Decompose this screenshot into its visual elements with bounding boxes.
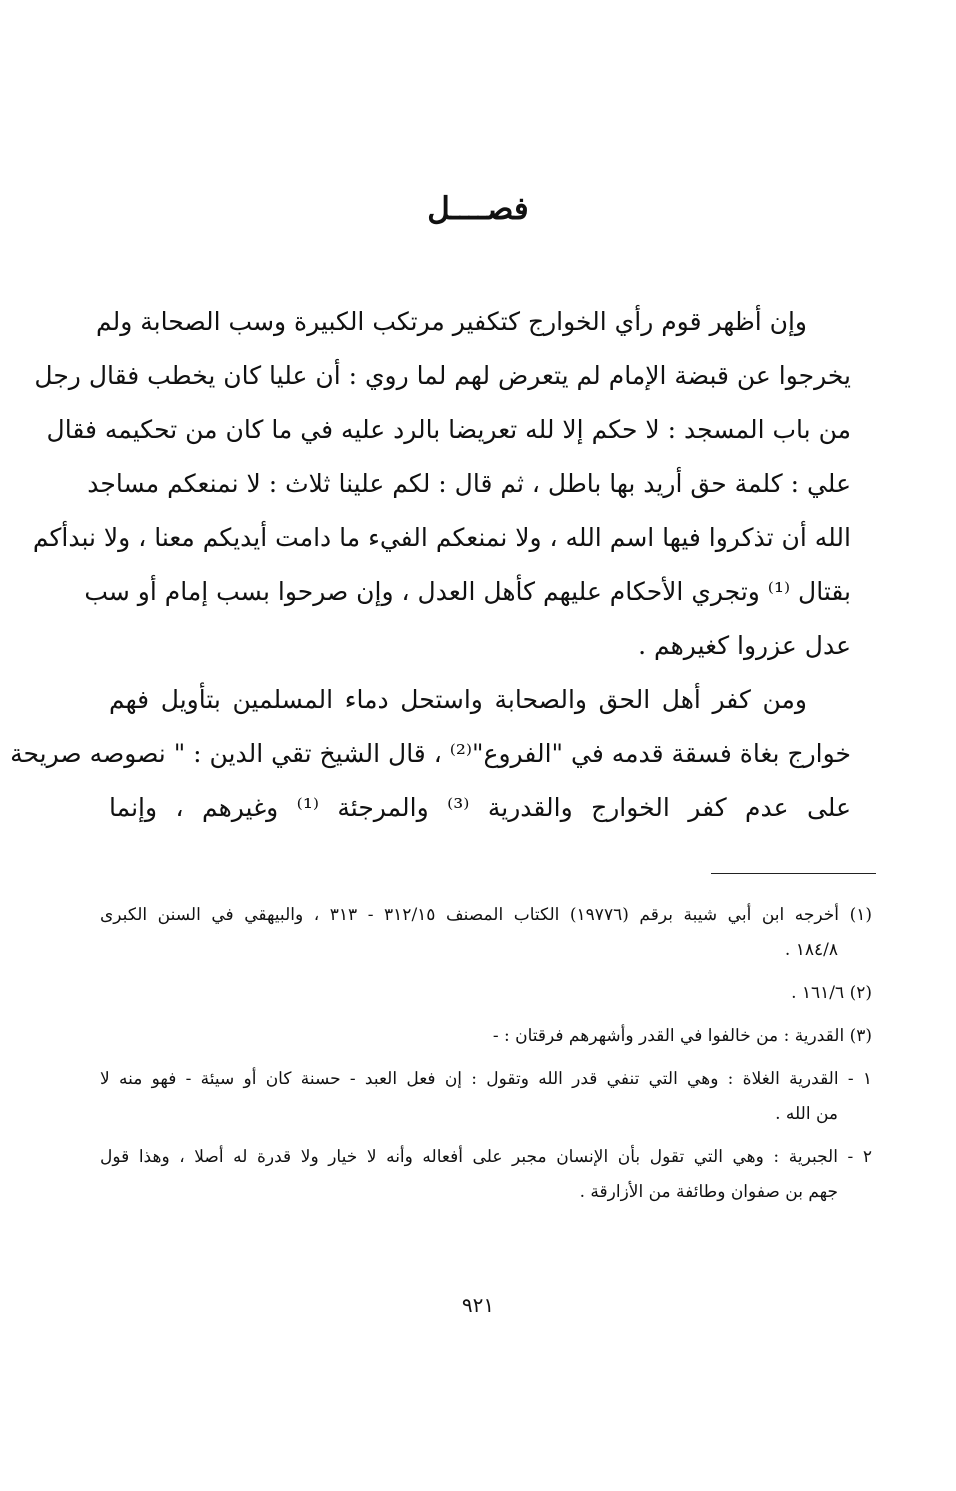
main-text-line: خوارج بغاة فسقة قدمه في "الفروع"⁽²⁾ ، قال الشيخ تقي الدين : " نصوصه صريحة: [10, 739, 851, 768]
main-text-line: عدل عزروا كغيرهم .: [638, 631, 851, 660]
main-text-line: يخرجوا عن قبضة الإمام لم يتعرض لهم لما روي : أن عليا كان يخطب فقال رجل: [34, 361, 851, 390]
footnote-line: ١٨٤/٨ .: [784, 940, 838, 960]
main-text-line: علي : كلمة حق أريد بها باطل ، ثم قال : لكم علينا ثلاث : لا نمنعكم مساجد: [87, 469, 851, 498]
main-text-line: على عدم كفر الخوارج والقدرية ⁽³⁾ والمرجئة ⁽¹⁾ وغيرهم ، وإنما: [109, 793, 851, 822]
footnote-line: (٣) القدرية : من خالفوا في القدر وأشهرهم فرقتان : -: [492, 1026, 872, 1046]
footnote-line: جهم بن صفوان وطائفة من الأزارقة .: [579, 1182, 838, 1202]
main-text-line: الله أن تذكروا فيها اسم الله ، ولا نمنعكم الفيء ما دامت أيديكم معنا ، ولا نبدأكم: [32, 523, 851, 552]
footnote-line: من الله .: [775, 1104, 838, 1124]
section-heading: فصــــل: [427, 191, 529, 227]
footnote-divider: [711, 873, 876, 874]
footnote-line: ٢ - الجبرية : وهي التي تقول بأن الإنسان مجبر على أفعاله وأنه لا خيار ولا قدرة له أصلا ، وهذا قول: [100, 1147, 872, 1167]
main-text-line: من باب المسجد : لا حكم إلا لله تعريضا بالرد عليه في ما كان من تحكيمه فقال: [46, 415, 851, 444]
main-text-line: وإن أظهر قوم رأي الخوارج كتكفير مرتكب الكبيرة وسب الصحابة ولم: [95, 307, 807, 336]
footnote-line: (٢) ١٦١/٦ .: [791, 983, 872, 1003]
footnote-line: (١) أخرجه ابن أبي شيبة برقم (١٩٧٧٦) الكتاب المصنف ٣١٢/١٥ - ٣١٣ ، والبيهقي في السنن الكبرى: [100, 905, 872, 925]
main-text-line: بقتال ⁽¹⁾ وتجري الأحكام عليهم كأهل العدل ، وإن صرحوا بسب إمام أو سب: [84, 577, 851, 606]
main-text: [10, 295, 851, 835]
main-text-line: ومن كفر أهل الحق والصحابة واستحل دماء المسلمين بتأويل فهم: [109, 685, 807, 714]
footnote-line: ١ - القدرية الغلاة : وهي التي تنفي قدر الله وتقول : إن فعل العبد - حسنة كان أو سيئة - فهو منه لا: [100, 1069, 872, 1089]
page-number: ٩٢١: [461, 1293, 495, 1317]
footnotes: [100, 898, 872, 1210]
